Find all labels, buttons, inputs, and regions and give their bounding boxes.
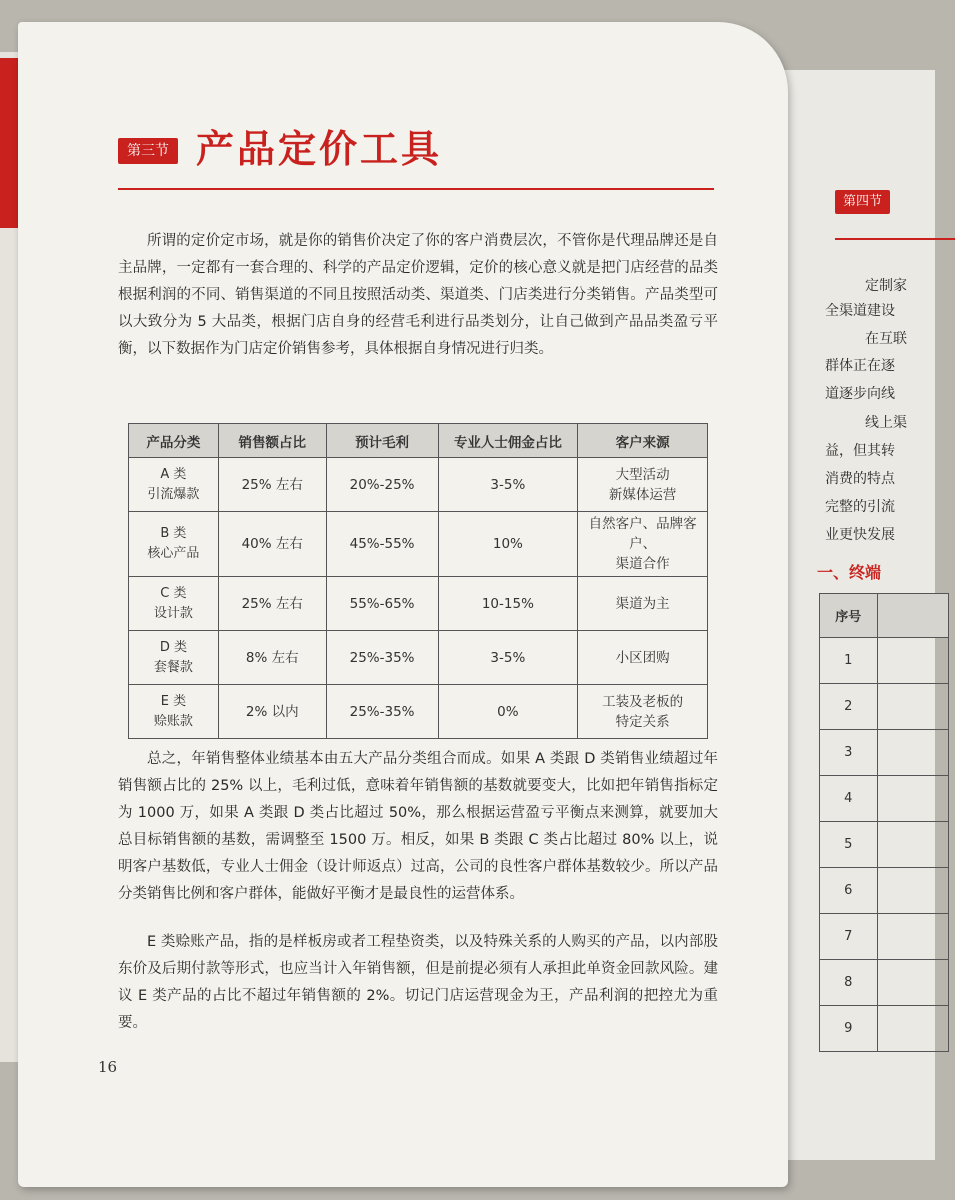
row-number: 4 xyxy=(820,776,878,822)
blank-cell xyxy=(877,684,948,730)
col-header-category: 产品分类 xyxy=(129,424,219,458)
category-code: D 类 xyxy=(159,639,187,655)
blank-cell xyxy=(877,960,948,1006)
margin-cell: 25%-35% xyxy=(326,685,438,739)
category-cell xyxy=(129,512,219,577)
source-line: 新媒体运营 xyxy=(608,486,677,503)
sales-share-cell: 25% 左右 xyxy=(218,458,326,512)
row-number: 9 xyxy=(820,1006,878,1052)
customer-source-cell xyxy=(578,685,708,739)
source-line: 大型活动 xyxy=(615,466,670,483)
customer-source-cell xyxy=(578,577,708,631)
margin-cell: 20%-25% xyxy=(326,458,438,512)
blank-cell xyxy=(877,822,948,868)
category-cell xyxy=(129,577,219,631)
margin-cell: 25%-35% xyxy=(326,631,438,685)
e-category-paragraph: E 类赊账产品，指的是样板房或者工程垫资类，以及特殊关系的人购买的产品，以内部股东价及后期付款等形式，也应当计入年销售额，但是前提必须有人承担此单资金回款风险。建议 E 类产品的占比不超过年销售额的 2%。切记门店运营现金为王，产品利润的把控尤为重要。 xyxy=(118,934,718,1031)
col-header-sales-share: 销售额占比 xyxy=(218,424,326,458)
category-code: E 类 xyxy=(160,693,187,709)
row-number: 8 xyxy=(820,960,878,1006)
sales-share-cell: 25% 左右 xyxy=(218,577,326,631)
table-row xyxy=(129,577,708,631)
category-name: 引流爆款 xyxy=(147,486,200,502)
category-code: A 类 xyxy=(160,466,187,482)
col-header-commission: 专业人士佣金占比 xyxy=(438,424,578,458)
category-code: C 类 xyxy=(160,585,187,601)
page-number: 16 xyxy=(98,1058,118,1076)
right-text-line: 完整的引流 xyxy=(825,499,895,515)
source-line: 特定关系 xyxy=(615,713,670,730)
right-heading: 一、终端 xyxy=(817,563,882,582)
row-number: 5 xyxy=(820,822,878,868)
table-row xyxy=(820,1006,949,1052)
blank-cell xyxy=(877,914,948,960)
row-number: 7 xyxy=(820,914,878,960)
table-row xyxy=(820,960,949,1006)
margin-cell: 55%-65% xyxy=(326,577,438,631)
blank-cell xyxy=(877,730,948,776)
customer-source-cell xyxy=(578,512,708,577)
row-number: 3 xyxy=(820,730,878,776)
row-number: 2 xyxy=(820,684,878,730)
summary-paragraph: 总之，年销售整体业绩基本由五大产品分类组合而成。如果 A 类跟 D 类销售业绩超过年销售额占比的 25% 以上，毛利过低，意味着年销售额的基数就要变大，比如把年销售指标定为 1000 万，如果 A 类跟 D 类占比超过 50%，那么根据运营盈亏平衡点来测算，就要加大总目标销售额的基数，需调整至 1500 万。相反，如果 B 类跟 C 类占比超过 80% 以上，说明客户基数低，专业人士佣金（设计师返点）过高，公司的良性客户群体基数较少。所以产品分类销售比例和客户群体，能做好平衡才是最良性的运营体系。 xyxy=(118,751,718,902)
source-line: 工装及老板的 xyxy=(602,693,684,710)
table-row xyxy=(129,512,708,577)
intro-paragraph: 所谓的定价定市场，就是你的销售价决定了你的客户消费层次，不管你是代理品牌还是自主品牌，一定都有一套合理的、科学的产品定价逻辑，定价的核心意义就是把门店经营的品类根据利润的不同、销售渠道的不同且按照活动类、渠道类、门店类进行分类销售。产品类型可以大致分为 5 大品类，根据门店自身的经营毛利进行品类划分，让自己做到产品品类盈亏平衡，以下数据作为门店定价销售参考，具体根据自身情况进行归类。 xyxy=(118,233,718,357)
table-row xyxy=(820,684,949,730)
right-text-line: 在互联 xyxy=(865,331,907,347)
table-row xyxy=(820,730,949,776)
customer-source-cell xyxy=(578,458,708,512)
source-line: 小区团购 xyxy=(615,649,670,666)
category-name: 核心产品 xyxy=(147,546,200,561)
col-header-margin: 预计毛利 xyxy=(326,424,438,458)
category-name: 设计款 xyxy=(153,605,193,621)
table-row xyxy=(820,822,949,868)
blank-cell xyxy=(877,868,948,914)
right-title-rule xyxy=(835,238,955,240)
category-cell xyxy=(129,631,219,685)
table-row xyxy=(129,685,708,739)
blank-cell xyxy=(877,638,948,684)
commission-cell: 3-5% xyxy=(438,458,578,512)
source-line: 渠道为主 xyxy=(615,595,670,612)
category-name: 套餐款 xyxy=(153,659,193,675)
right-table-header: 序号 xyxy=(820,594,878,638)
commission-cell: 3-5% xyxy=(438,631,578,685)
table-header-row xyxy=(129,424,708,458)
right-text-line: 线上渠 xyxy=(865,415,907,431)
row-number: 1 xyxy=(820,638,878,684)
customer-source-cell xyxy=(578,631,708,685)
right-text-line: 全渠道建设 xyxy=(825,303,895,319)
commission-cell: 0% xyxy=(438,685,578,739)
right-text-line: 道逐步向线 xyxy=(825,386,895,402)
section-badge: 第三节 xyxy=(118,138,178,164)
right-section-badge: 第四节 xyxy=(835,190,890,214)
table-row xyxy=(820,638,949,684)
sales-share-cell: 2% 以内 xyxy=(218,685,326,739)
right-text-line: 消费的特点 xyxy=(825,471,895,487)
sales-share-cell: 8% 左右 xyxy=(218,631,326,685)
category-name: 赊账款 xyxy=(153,713,193,729)
table-row xyxy=(820,868,949,914)
right-text-line: 益，但其转 xyxy=(825,443,895,459)
commission-cell: 10% xyxy=(438,512,578,577)
right-table xyxy=(819,593,949,1052)
category-cell xyxy=(129,458,219,512)
source-line: 渠道合作 xyxy=(615,556,670,572)
right-text-line: 定制家 xyxy=(865,278,907,294)
table-row xyxy=(129,458,708,512)
margin-cell: 45%-55% xyxy=(326,512,438,577)
section-title: 产品定价工具 xyxy=(196,126,443,171)
right-text-line: 业更快发展 xyxy=(825,527,895,543)
category-cell xyxy=(129,685,219,739)
blank-cell xyxy=(877,776,948,822)
category-code: B 类 xyxy=(160,526,187,541)
commission-cell: 10-15% xyxy=(438,577,578,631)
right-text-line: 群体正在逐 xyxy=(825,358,895,374)
pricing-table xyxy=(128,423,708,739)
blank-cell xyxy=(877,1006,948,1052)
source-line: 自然客户、品牌客户、 xyxy=(588,516,697,552)
table-row xyxy=(820,914,949,960)
sales-share-cell: 40% 左右 xyxy=(218,512,326,577)
row-number: 6 xyxy=(820,868,878,914)
title-rule xyxy=(118,188,714,190)
table-row xyxy=(820,776,949,822)
table-row xyxy=(129,631,708,685)
right-table-header-blank xyxy=(877,594,948,638)
col-header-customer-source: 客户来源 xyxy=(578,424,708,458)
